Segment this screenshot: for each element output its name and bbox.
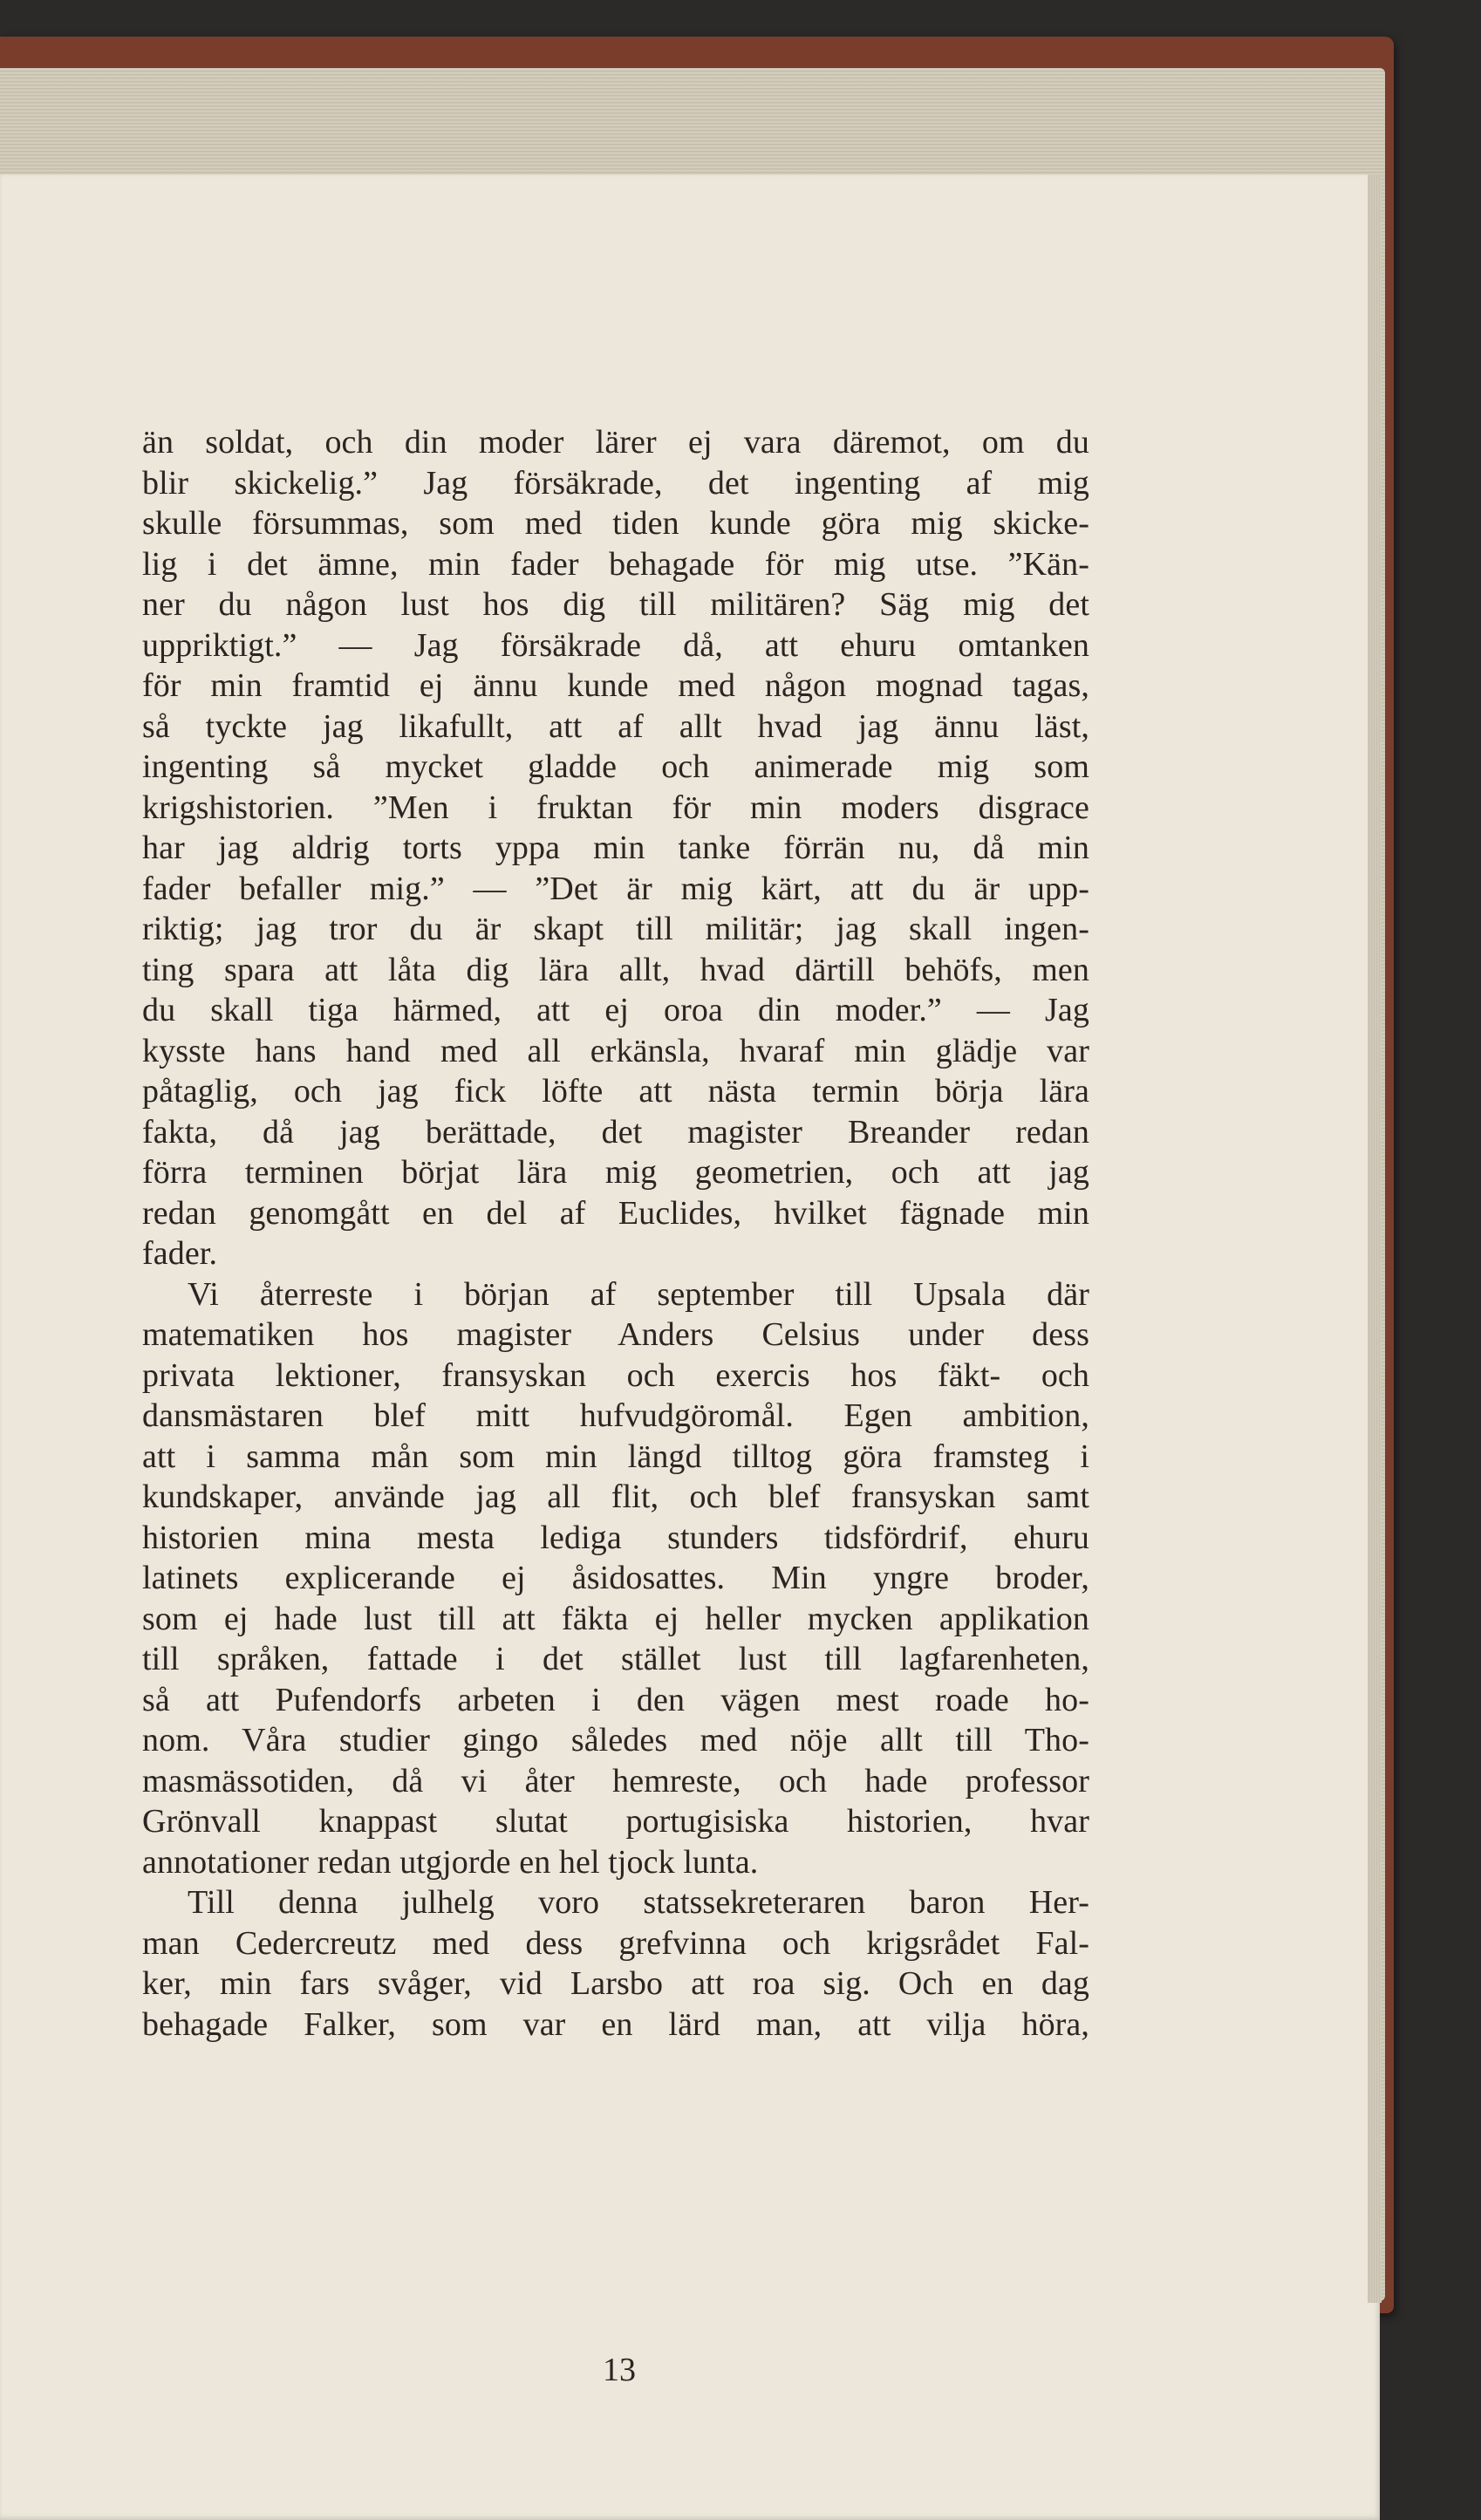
text-line: Till denna julhelg voro statssekreteraren baron Her-: [188, 1884, 1089, 1921]
text-line: ner du någon lust hos dig till militären? Säg mig det: [142, 586, 1089, 623]
text-line: dansmästaren blef mitt hufvudgöromål. Egen ambition,: [142, 1397, 1089, 1434]
text-line: påtaglig, och jag fick löfte att nästa termin börja lära: [142, 1073, 1089, 1110]
text-line: krigshistorien. ”Men i fruktan för min moders disgrace: [142, 789, 1089, 826]
text-line: du skall tiga härmed, att ej oroa din moder.” — Jag: [142, 992, 1089, 1028]
text-line: ingenting så mycket gladde och animerade mig som: [142, 748, 1089, 785]
text-line: fader befaller mig.” — ”Det är mig kärt, att du är upp-: [142, 870, 1089, 907]
fore-edge: [1368, 174, 1382, 2303]
text-line: ting spara att låta dig lära allt, hvad därtill behöfs, men: [142, 951, 1089, 988]
text-line: ker, min fars svåger, vid Larsbo att roa sig. Och en dag: [142, 1965, 1089, 2002]
text-line: redan genomgått en del af Euclides, hvilket fägnade min: [142, 1194, 1089, 1232]
text-line: skulle försummas, som med tiden kunde göra mig skicke-: [142, 505, 1089, 542]
text-line: än soldat, och din moder lärer ej vara däremot, om du: [142, 424, 1089, 461]
text-line: historien mina mesta lediga stunders tidsfördrif, ehuru: [142, 1519, 1089, 1556]
text-line: kysste hans hand med all erkänsla, hvaraf min glädje var: [142, 1032, 1089, 1069]
text-line: Grönvall knappast slutat portugisiska historien, hvar: [142, 1803, 1089, 1840]
text-line: nom. Våra studier gingo således med nöje allt till Tho-: [142, 1722, 1089, 1759]
body-text: [142, 422, 1089, 2045]
text-line: masmässotiden, då vi åter hemreste, och hade professor: [142, 1762, 1089, 1800]
text-line: matematiken hos magister Anders Celsius under dess: [142, 1316, 1089, 1353]
text-line: privata lektioner, fransyskan och exercis hos fäkt- och: [142, 1356, 1089, 1394]
text-line: har jag aldrig torts yppa min tanke förrän nu, då min: [142, 830, 1089, 866]
text-line: förra terminen börjat lära mig geometrien, och att jag: [142, 1154, 1089, 1191]
text-line: uppriktigt.” — Jag försäkrade då, att ehuru omtanken: [142, 626, 1089, 664]
text-line: Vi återreste i början af september till Upsala där: [188, 1275, 1089, 1313]
text-line: kundskaper, använde jag all flit, och blef fransyskan samt: [142, 1479, 1089, 1515]
text-line: fakta, då jag berättade, det magister Breander redan: [142, 1113, 1089, 1151]
text-line: annotationer redan utgjorde en hel tjock lunta.: [142, 1843, 759, 1881]
text-line: att i samma mån som min längd tilltog göra framsteg i: [142, 1438, 1089, 1475]
text-line: fader.: [142, 1235, 218, 1272]
text-line: riktig; jag tror du är skapt till militär; jag skall ingen-: [142, 911, 1089, 947]
page-number: 13: [603, 2352, 636, 2388]
text-line: för min framtid ej ännu kunde med någon mognad tagas,: [142, 667, 1089, 704]
text-line: till språken, fattade i det stället lust till lagfarenheten,: [142, 1641, 1089, 1677]
text-line: så tyckte jag likafullt, att af allt hvad jag ännu läst,: [142, 707, 1089, 745]
text-line: lig i det ämne, min fader behagade för mig utse. ”Kän-: [142, 545, 1089, 583]
text-line: så att Pufendorfs arbeten i den vägen mest roade ho-: [142, 1681, 1089, 1718]
text-line: behagade Falker, som var en lärd man, att vilja höra,: [142, 2005, 1089, 2043]
text-line: blir skickelig.” Jag försäkrade, det ingenting af mig: [142, 464, 1089, 502]
text-line: man Cedercreutz med dess grefvinna och krigsrådet Fal-: [142, 1924, 1089, 1962]
text-line: som ej hade lust till att fäkta ej heller mycken applikation: [142, 1600, 1089, 1637]
text-line: latinets explicerande ej åsidosattes. Min yngre broder,: [142, 1560, 1089, 1596]
